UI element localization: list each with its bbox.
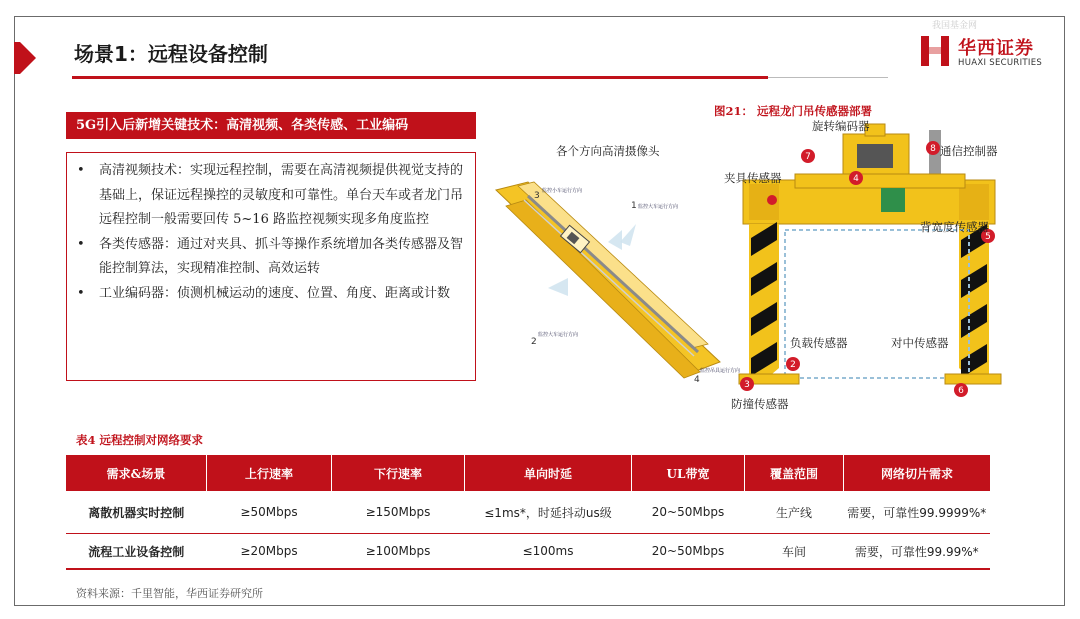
title-underline (72, 76, 768, 79)
sensor-marker: 7 (805, 152, 811, 162)
bullet-item (77, 233, 467, 282)
table-cell: ≤1ms*，时延抖动us级 (465, 491, 632, 534)
title-underline-grey (768, 77, 888, 78)
table-cell: ≥20Mbps (207, 534, 332, 570)
bullet-dot-icon: • (77, 285, 85, 301)
bullet-dot-icon: • (77, 163, 85, 178)
table-cell: 需要，可靠性99.9999%* (844, 491, 991, 534)
table-row (66, 534, 990, 570)
bullet-text: 各类传感器：通过对夹具、抓斗等操作系统增加各类传感器及智能控制算法，实现精准控制、高效运转 (99, 236, 464, 276)
huaxi-logo-icon (920, 34, 950, 68)
page-title: 场景1：远程设备控制 (74, 42, 268, 66)
table-cell: 车间 (745, 534, 844, 570)
label-gripper-sensor: 夹具传感器 (724, 171, 782, 185)
label-comm-controller: 通信控制器 (940, 144, 998, 158)
brand-name-cn: 华西证券 (958, 38, 1034, 59)
gantry-crane-diagram (735, 118, 1005, 408)
label-anticollision-sensor: 防撞传感器 (731, 397, 789, 411)
network-requirements-table (66, 455, 990, 570)
title-arrow-icon (20, 42, 36, 74)
table-cell: ≥50Mbps (207, 491, 332, 534)
column-header: 上行速率 (207, 455, 332, 491)
column-header: 覆盖范围 (745, 455, 844, 491)
table-cell: 20~50Mbps (632, 491, 745, 534)
brand-name-en: HUAXI SECURITIES (958, 58, 1043, 68)
sensor-marker: 4 (853, 174, 859, 184)
source-note: 资料来源：千里智能，华西证券研究所 (76, 587, 263, 600)
bullet-list (66, 152, 476, 381)
column-header: 网络切片需求 (844, 455, 991, 491)
table-cell: 需要，可靠性99.99%* (844, 534, 991, 570)
bullet-text: 高清视频技术：实现远程控制，需要在高清视频提供视觉支持的基础上，保证远程操控的灵敏度和可靠性。单台天车或者龙门吊远程控制一般需要回传 5~16 路监控视频实现多角度监控 (99, 163, 464, 227)
sensor-marker: 6 (958, 386, 964, 396)
table-cell: 生产线 (745, 491, 844, 534)
label-rotary-encoder: 旋转编码器 (812, 119, 870, 133)
camera-note: 监控吊具运行方向 (700, 368, 741, 374)
bullet-item (77, 282, 467, 307)
table-row (66, 491, 990, 534)
table-cell: 流程工业设备控制 (66, 534, 207, 570)
sensor-marker: 8 (930, 144, 936, 154)
overhead-crane-illustration (488, 176, 741, 388)
sensor-marker: 2 (790, 360, 796, 370)
table-cell: ≥150Mbps (332, 491, 465, 534)
camera-note: 监控小车运行方向 (542, 188, 583, 194)
camera-label: 各个方向高清摄像头 (556, 144, 660, 158)
table-header-row (66, 455, 990, 491)
column-header: 下行速率 (332, 455, 465, 491)
bullet-dot-icon: • (77, 236, 85, 252)
camera-note: 监控大车运行方向 (638, 204, 679, 210)
watermark-text: 我国基金网 (932, 21, 978, 31)
camera-tag: 2 (531, 337, 537, 347)
sensor-marker: 3 (744, 380, 750, 390)
table-cell: 离散机器实时控制 (66, 491, 207, 534)
section-heading: 5G引入后新增关键技术：高清视频、各类传感、工业编码 (66, 112, 476, 139)
camera-tag: 3 (534, 191, 540, 201)
bullet-text: 工业编码器：侦测机械运动的速度、位置、角度、距离或计数 (99, 285, 451, 301)
label-load-sensor: 负载传感器 (790, 336, 848, 350)
bullet-item (77, 159, 467, 233)
column-header: 单向时延 (465, 455, 632, 491)
sensor-marker: 5 (985, 232, 991, 242)
label-width-sensor: 背宽度传感器 (920, 220, 989, 234)
table-cell: ≥100Mbps (332, 534, 465, 570)
camera-note: 监控大车运行方向 (538, 332, 579, 338)
label-center-sensor: 对中传感器 (891, 336, 949, 350)
table-cell: 20~50Mbps (632, 534, 745, 570)
table-caption: 表4 远程控制对网络要求 (76, 433, 204, 447)
table-cell: ≤100ms (465, 534, 632, 570)
figure-caption: 图21： 远程龙门吊传感器部署 (714, 104, 873, 118)
column-header: 需求&场景 (66, 455, 207, 491)
column-header: UL带宽 (632, 455, 745, 491)
camera-tag: 4 (694, 375, 700, 385)
camera-tag: 1 (631, 201, 637, 211)
